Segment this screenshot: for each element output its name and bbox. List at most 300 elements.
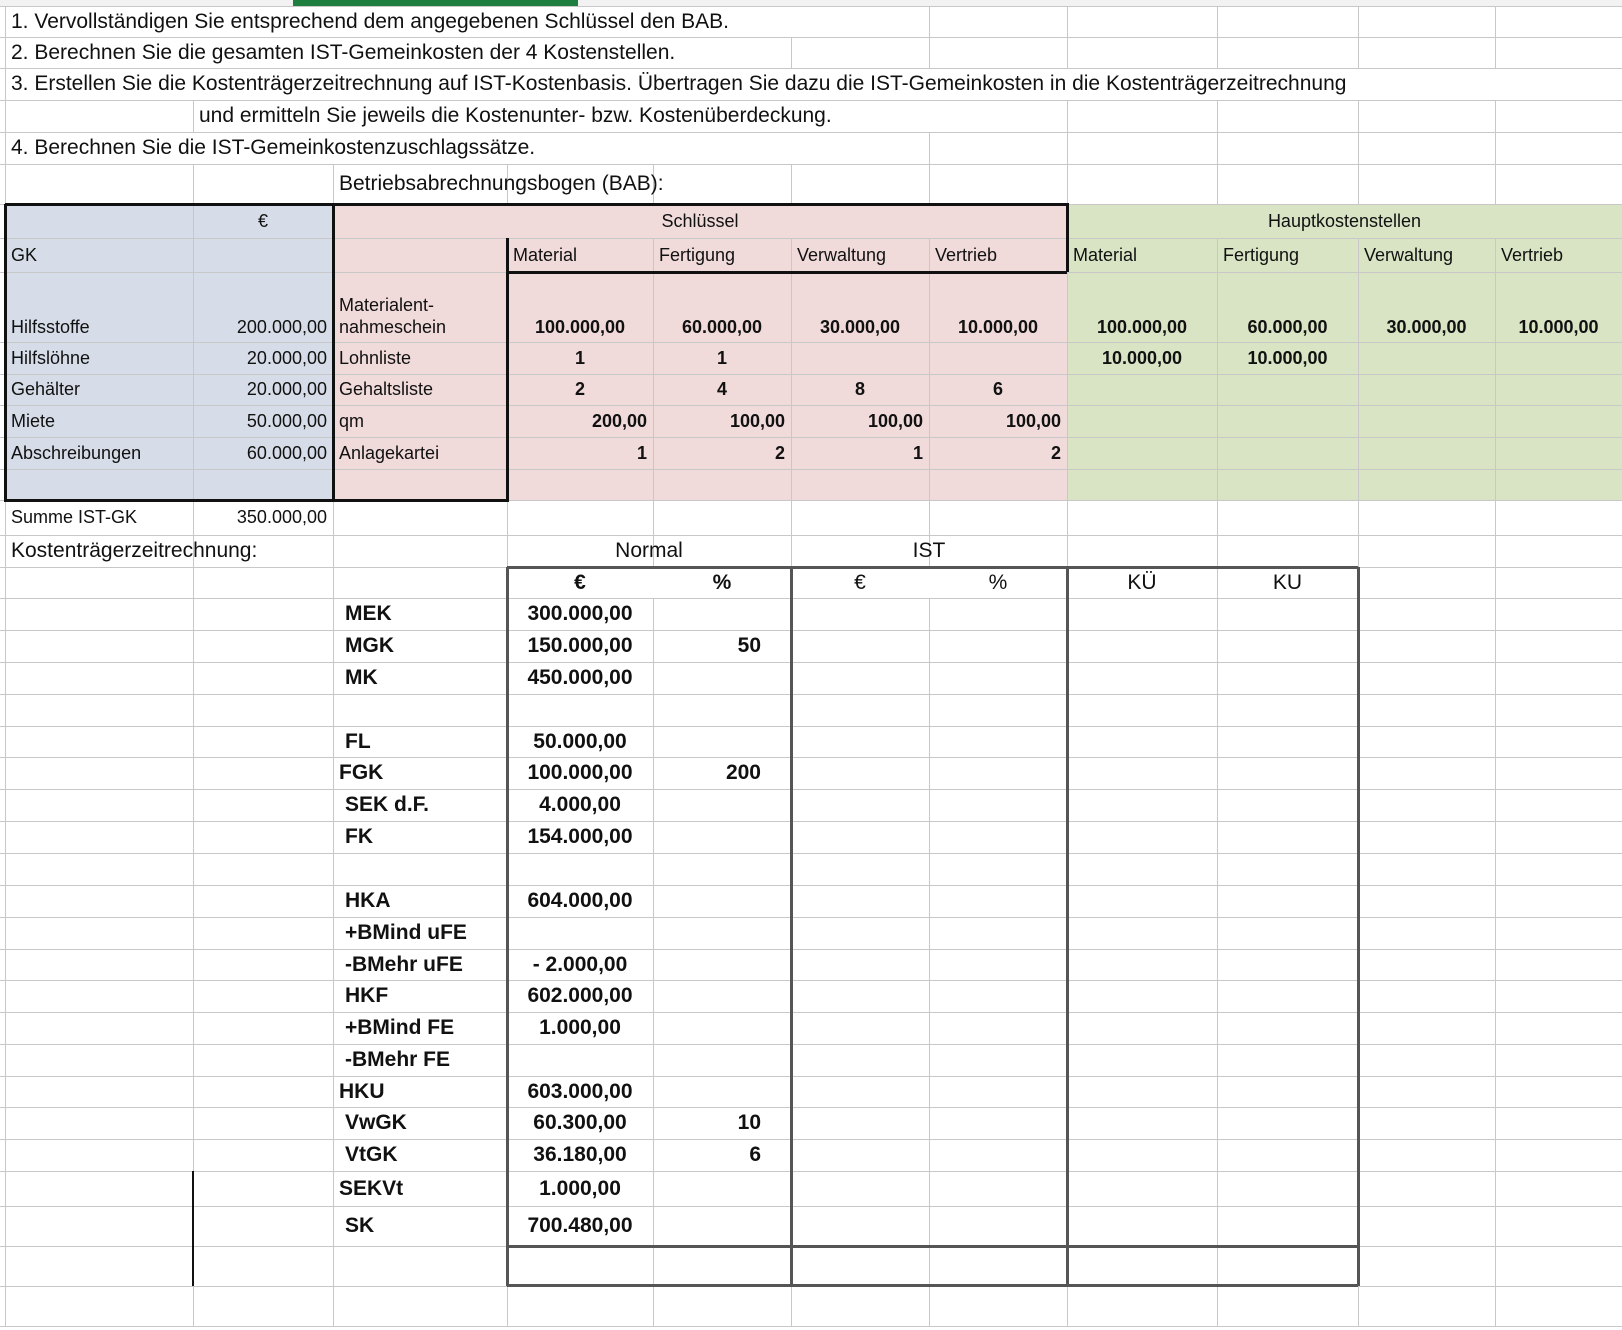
ktr-row-label[interactable]: FGK	[339, 761, 384, 784]
ktr-row-label[interactable]: -BMehr uFE	[345, 952, 463, 976]
grid-vline	[1358, 1286, 1359, 1326]
bab-haupt-value[interactable]	[1067, 405, 1217, 437]
grid-vline	[5, 1012, 6, 1044]
ktr-input-cell[interactable]	[1067, 1012, 1217, 1044]
ktr-input-cell[interactable]	[791, 885, 929, 917]
grid-vline	[1067, 164, 1068, 204]
bab-row-key[interactable]: Anlagekartei	[339, 442, 440, 463]
ktr-col-header-4[interactable]: KÜ	[1127, 570, 1157, 594]
ktr-input-cell[interactable]	[929, 1076, 1067, 1107]
ktr-normal-percent[interactable]	[653, 1171, 791, 1206]
grid-vline	[1067, 535, 1068, 567]
ktr-normal-value[interactable]: 1.000,00	[539, 1176, 621, 1200]
ktr-normal-value[interactable]: 4.000,00	[539, 793, 621, 816]
bab-haupt-value[interactable]	[1217, 437, 1358, 469]
ktr-input-cell[interactable]	[791, 949, 929, 980]
ktr-row-label[interactable]: HKF	[345, 984, 389, 1007]
ktr-input-cell[interactable]	[1067, 917, 1217, 949]
ktr-row-label[interactable]: MGK	[345, 634, 394, 657]
bab-haupt-value[interactable]	[1217, 374, 1358, 405]
grid-vline	[1495, 6, 1496, 37]
ktr-normal-percent[interactable]	[653, 1206, 791, 1246]
bab-haupt-value[interactable]: 10.000,00	[1247, 347, 1328, 368]
ktr-col-header-1[interactable]: %	[712, 570, 732, 594]
bab-haupt-value[interactable]	[1358, 469, 1495, 500]
ktr-normal-value[interactable]: 602.000,00	[527, 984, 633, 1007]
ktr-input-cell[interactable]	[1217, 1044, 1358, 1076]
bab-row-label[interactable]: Hilfslöhne	[11, 347, 91, 368]
grid-vline	[1495, 694, 1496, 726]
ktr-normal-value[interactable]: 150.000,00	[527, 634, 633, 657]
ktr-row-label[interactable]: +BMind uFE	[345, 921, 467, 944]
ktr-normal-percent[interactable]: 6	[749, 1143, 761, 1166]
grid-vline	[193, 598, 194, 630]
bab-schluessel-col-1[interactable]: Fertigung	[659, 244, 736, 265]
task-1[interactable]: 1. Vervollständigen Sie entsprechend dem angegebenen Schlüssel den BAB.	[11, 9, 729, 33]
ktr-input-cell[interactable]	[1067, 1076, 1217, 1107]
ktr-row-label[interactable]: VtGK	[345, 1143, 398, 1166]
ktr-normal-value[interactable]: 60.300,00	[533, 1111, 627, 1134]
bab-schluessel-value[interactable]: 2	[574, 379, 585, 399]
grid-vline	[791, 1286, 792, 1326]
grid-vline	[5, 917, 6, 949]
ktr-normal-percent[interactable]	[653, 726, 791, 757]
bab-haupt-value[interactable]: 10.000,00	[1518, 317, 1599, 337]
ktr-input-cell[interactable]	[1067, 1139, 1217, 1171]
grid-vline	[5, 164, 6, 204]
ktr-normal-percent[interactable]	[653, 885, 791, 917]
bab-haupt-value[interactable]	[1358, 342, 1495, 374]
bab-haupt-col-2[interactable]: Verwaltung	[1364, 244, 1454, 265]
bab-haupt-value[interactable]	[1067, 500, 1217, 535]
bab-schluessel-value[interactable]: 1	[716, 347, 727, 368]
bab-haupt-value[interactable]	[1495, 405, 1622, 437]
bab-haupt-value[interactable]	[1217, 469, 1358, 500]
bab-schluessel-value[interactable]: 1	[636, 442, 647, 463]
bab-row-amount[interactable]: 60.000,00	[246, 442, 327, 463]
bab-schluessel-col-2[interactable]: Verwaltung	[797, 244, 887, 265]
grid-vline	[5, 757, 6, 789]
bab-haupt-value[interactable]	[1358, 374, 1495, 405]
bab-row-amount[interactable]: 50.000,00	[246, 410, 327, 431]
grid-vline	[1495, 1286, 1496, 1326]
ktr-normal-value[interactable]: 603.000,00	[527, 1079, 633, 1103]
ktr-input-cell[interactable]	[1217, 789, 1358, 821]
ktr-input-cell[interactable]	[1217, 885, 1358, 917]
bab-haupt-value[interactable]	[1495, 500, 1622, 535]
ktr-normal-percent[interactable]	[653, 853, 791, 885]
grid-vline	[193, 164, 194, 204]
grid-vline	[1495, 949, 1496, 980]
ktr-input-cell[interactable]	[1067, 980, 1217, 1012]
bab-haupt-value[interactable]: 60.000,00	[1247, 317, 1328, 337]
bab-haupt-value[interactable]: 10.000,00	[1101, 347, 1183, 368]
bab-schluessel-value[interactable]: 100,00	[867, 410, 923, 431]
bab-schluessel-value[interactable]	[507, 469, 653, 500]
ktr-input-cell[interactable]	[791, 757, 929, 789]
ktr-input-cell[interactable]	[1067, 821, 1217, 853]
ktr-input-cell[interactable]	[1217, 630, 1358, 662]
ktr-input-cell[interactable]	[791, 789, 929, 821]
ktr-input-cell[interactable]	[1067, 757, 1217, 789]
ktr-row-label[interactable]: FK	[345, 825, 373, 848]
ktr-input-cell[interactable]	[1217, 598, 1358, 630]
bab-schluessel-value[interactable]: 8	[854, 379, 865, 399]
grid-vline	[1358, 100, 1359, 132]
ktr-normal-value[interactable]	[507, 1044, 653, 1076]
ktr-col-header-0[interactable]: €	[574, 570, 586, 594]
bab-row-key[interactable]	[333, 500, 507, 535]
ktr-row-label[interactable]	[333, 853, 507, 885]
bab-row-key[interactable]: Lohnliste	[339, 347, 412, 368]
ktr-col-header-2[interactable]: €	[854, 570, 866, 594]
grid-vline	[1358, 164, 1359, 204]
bab-haupt-value[interactable]	[1067, 374, 1217, 405]
ktr-ist-header[interactable]: IST	[912, 539, 946, 562]
bab-row-label[interactable]	[5, 469, 193, 500]
ktr-normal-value[interactable]	[507, 917, 653, 949]
grid-vline	[1358, 132, 1359, 164]
ktr-row-label[interactable]: -BMehr FE	[345, 1048, 450, 1071]
ktr-input-cell[interactable]	[1067, 885, 1217, 917]
ktr-row-label[interactable]: VwGK	[345, 1111, 407, 1134]
grid-vline	[193, 949, 194, 980]
ktr-input-cell[interactable]	[929, 853, 1067, 885]
grid-vline	[5, 1076, 6, 1107]
ktr-input-cell[interactable]	[929, 1044, 1067, 1076]
ktr-input-cell[interactable]	[929, 917, 1067, 949]
ktr-input-cell[interactable]	[929, 726, 1067, 757]
grid-vline	[5, 662, 6, 694]
bab-row-key[interactable]: Materialent-	[339, 295, 435, 315]
ktr-normal-percent[interactable]	[653, 694, 791, 726]
ktr-input-cell[interactable]	[929, 757, 1067, 789]
grid-vline	[1495, 1206, 1496, 1246]
bab-haupt-col-0[interactable]: Material	[1073, 244, 1138, 265]
bab-schluessel-value[interactable]	[929, 469, 1067, 500]
ktr-input-cell[interactable]	[1067, 853, 1217, 885]
ktr-input-cell[interactable]	[929, 885, 1067, 917]
ktr-input-cell[interactable]	[791, 1206, 929, 1246]
grid-vline	[1217, 1246, 1218, 1286]
ktr-input-cell[interactable]	[929, 1206, 1067, 1246]
grid-vline	[1495, 821, 1496, 853]
ktr-normal-percent[interactable]	[653, 917, 791, 949]
bab-schluessel-value[interactable]: 100,00	[1005, 410, 1061, 431]
ktr-input-cell[interactable]	[1067, 1171, 1217, 1206]
task-2[interactable]: 2. Berechnen Sie die gesamten IST-Gemeinkosten der 4 Kostenstellen.	[11, 40, 676, 64]
ktr-input-cell[interactable]	[1067, 598, 1217, 630]
bab-row-amount[interactable]	[193, 469, 333, 500]
bab-schluessel-value[interactable]	[791, 500, 929, 535]
grid-vline	[929, 132, 930, 164]
ktr-normal-percent[interactable]	[653, 662, 791, 694]
grid-vline	[5, 1139, 6, 1171]
grid-vline	[193, 1286, 194, 1326]
task-3[interactable]: 3. Erstellen Sie die Kostenträgerzeitrechnung auf IST-Kostenbasis. Übertragen Sie dazu die IST-Gemeinkosten in die Kostenträgerzeitrechnung	[11, 72, 1347, 95]
bab-row-amount[interactable]: 20.000,00	[246, 347, 327, 368]
bab-schluessel-value[interactable]: 1	[574, 347, 585, 368]
ktr-input-cell[interactable]	[929, 980, 1067, 1012]
ktr-input-cell[interactable]	[1067, 662, 1217, 694]
ktr-input-cell[interactable]	[1217, 1076, 1358, 1107]
ktr-normal-percent[interactable]	[653, 598, 791, 630]
bab-schluessel-value[interactable]	[929, 500, 1067, 535]
ktr-input-cell[interactable]	[929, 598, 1067, 630]
ktr-input-cell[interactable]	[791, 662, 929, 694]
ktr-input-cell[interactable]	[929, 789, 1067, 821]
grid-vline	[333, 567, 334, 598]
ktr-input-cell[interactable]	[929, 1012, 1067, 1044]
ktr-normal-percent[interactable]: 50	[737, 634, 761, 657]
grid-vline	[1217, 37, 1218, 68]
bab-row-key[interactable]	[333, 469, 507, 500]
ktr-row-label[interactable]: MEK	[345, 602, 392, 625]
ktr-input-cell[interactable]	[1217, 917, 1358, 949]
ktr-input-cell[interactable]	[791, 1044, 929, 1076]
bab-schluessel-value[interactable]: 100,00	[729, 410, 785, 431]
bab-schluessel-value[interactable]: 100.000,00	[534, 317, 626, 337]
bab-haupt-value[interactable]	[1495, 342, 1622, 374]
ktr-input-cell[interactable]	[791, 917, 929, 949]
grid-vline	[5, 1107, 6, 1139]
bab-schluessel-value[interactable]: 6	[992, 379, 1003, 399]
bab-haupt-value[interactable]	[1067, 469, 1217, 500]
ktr-normal-value[interactable]: 100.000,00	[527, 761, 633, 784]
ktr-input-cell[interactable]	[1217, 1107, 1358, 1139]
ktr-input-cell[interactable]	[1217, 726, 1358, 757]
ktr-input-cell[interactable]	[929, 949, 1067, 980]
grid-vline	[929, 164, 930, 204]
bab-row-amount[interactable]: 200.000,00	[236, 317, 327, 337]
ktr-normal-value[interactable]: - 2.000,00	[532, 952, 628, 976]
ktr-input-cell[interactable]	[1067, 630, 1217, 662]
ktr-normal-value[interactable]: 450.000,00	[527, 666, 633, 689]
bab-schluessel-value[interactable]	[653, 469, 791, 500]
bab-haupt-value[interactable]	[1358, 500, 1495, 535]
ktr-row-label[interactable]: SEK d.F.	[345, 793, 430, 816]
bab-haupt-value[interactable]	[1358, 405, 1495, 437]
ktr-row-label[interactable]: +BMind FE	[345, 1016, 455, 1039]
bab-schluessel-value[interactable]: 2	[774, 442, 785, 463]
bab-row-amount[interactable]: 20.000,00	[246, 379, 327, 399]
grid-vline	[193, 662, 194, 694]
ktr-input-cell[interactable]	[791, 853, 929, 885]
bab-schluessel-value[interactable]: 2	[1050, 442, 1061, 463]
ktr-row-label[interactable]: SEKVt	[339, 1176, 404, 1200]
ktr-col-header-3[interactable]: %	[988, 570, 1008, 594]
ktr-input-cell[interactable]	[791, 1012, 929, 1044]
bab-row-amount[interactable]: 350.000,00	[236, 507, 327, 527]
bab-schluessel-value[interactable]: 4	[716, 379, 727, 399]
ktr-input-cell[interactable]	[1067, 1206, 1217, 1246]
bab-haupt-value[interactable]: 100.000,00	[1096, 317, 1188, 337]
ktr-input-cell[interactable]	[791, 821, 929, 853]
ktr-input-cell[interactable]	[791, 726, 929, 757]
bab-row-label[interactable]: Miete	[11, 410, 56, 431]
bab-schluessel-value[interactable]: 1	[912, 442, 923, 463]
ktr-input-cell[interactable]	[791, 1107, 929, 1139]
ktr-normal-percent[interactable]	[653, 1012, 791, 1044]
bab-schluessel-value[interactable]: 200,00	[591, 410, 647, 431]
ktr-input-cell[interactable]	[929, 694, 1067, 726]
grid-vline	[1495, 853, 1496, 885]
ktr-title[interactable]: Kostenträgerzeitrechnung:	[11, 539, 258, 562]
grid-vline	[929, 37, 930, 68]
grid-vline	[193, 821, 194, 853]
ktr-input-cell[interactable]	[1217, 662, 1358, 694]
ktr-normal-percent[interactable]	[653, 980, 791, 1012]
ktr-normal-value[interactable]: 154.000,00	[527, 825, 633, 848]
ktr-row-label[interactable]: SK	[345, 1214, 375, 1237]
grid-vline	[507, 1286, 508, 1326]
ktr-input-cell[interactable]	[929, 1171, 1067, 1206]
ktr-input-cell[interactable]	[929, 821, 1067, 853]
bab-schluessel-value[interactable]: 10.000,00	[957, 317, 1039, 337]
ktr-input-cell[interactable]	[791, 980, 929, 1012]
grid-vline	[193, 630, 194, 662]
ktr-row-label[interactable]: HKA	[345, 889, 391, 912]
ktr-input-cell[interactable]	[929, 1107, 1067, 1139]
ktr-input-cell[interactable]	[791, 1171, 929, 1206]
ktr-input-cell[interactable]	[1217, 853, 1358, 885]
bab-schluessel-value[interactable]	[653, 500, 791, 535]
task-3-continued[interactable]: und ermitteln Sie jeweils die Kostenunter- bzw. Kostenüberdeckung.	[199, 104, 832, 127]
grid-vline	[5, 100, 6, 132]
ktr-input-cell[interactable]	[1217, 1171, 1358, 1206]
ktr-input-cell[interactable]	[1217, 757, 1358, 789]
ktr-input-cell[interactable]	[1217, 821, 1358, 853]
ktr-input-cell[interactable]	[1067, 726, 1217, 757]
ktr-border-bottom	[507, 1284, 1358, 1287]
ktr-row-label[interactable]	[333, 694, 507, 726]
bab-schluessel-col-3[interactable]: Vertrieb	[935, 244, 998, 265]
grid-vline	[1495, 1107, 1496, 1139]
bab-row-label[interactable]: Summe IST-GK	[11, 507, 138, 527]
ktr-normal-value[interactable]: 36.180,00	[533, 1143, 627, 1166]
grid-vline	[1495, 1076, 1496, 1107]
ktr-input-cell[interactable]	[791, 694, 929, 726]
bab-haupt-col-1[interactable]: Fertigung	[1223, 244, 1300, 265]
bab-row-label[interactable]: Abschreibungen	[11, 442, 142, 463]
bab-haupt-col-3[interactable]: Vertrieb	[1501, 244, 1564, 265]
bab-haupt-value[interactable]	[1358, 437, 1495, 469]
ktr-input-cell[interactable]	[791, 1139, 929, 1171]
ktr-input-cell[interactable]	[791, 598, 929, 630]
ktr-input-cell[interactable]	[929, 662, 1067, 694]
ktr-normal-percent[interactable]	[653, 789, 791, 821]
bab-haupt-value[interactable]	[1495, 437, 1622, 469]
bab-haupt-value[interactable]: 30.000,00	[1386, 317, 1467, 337]
ktr-normal-percent[interactable]	[653, 949, 791, 980]
ktr-normal-percent[interactable]	[653, 1076, 791, 1107]
ktr-normal-value[interactable]: 604.000,00	[527, 889, 633, 912]
ktr-input-cell[interactable]	[1217, 1206, 1358, 1246]
ktr-normal-value[interactable]: 1.000,00	[539, 1016, 621, 1039]
grid-vline	[193, 1076, 194, 1107]
grid-vline	[193, 1139, 194, 1171]
ktr-normal-value[interactable]	[507, 853, 653, 885]
ktr-input-cell[interactable]	[1217, 980, 1358, 1012]
grid-vline	[1495, 1246, 1496, 1286]
bab-schluessel-value[interactable]	[791, 469, 929, 500]
ktr-normal-value[interactable]: 300.000,00	[527, 602, 633, 625]
ktr-normal-value[interactable]	[507, 694, 653, 726]
bab-schluessel-value[interactable]	[929, 342, 1067, 374]
ktr-input-cell[interactable]	[1217, 694, 1358, 726]
task-4[interactable]: 4. Berechnen Sie die IST-Gemeinkostenzuschlagssätze.	[11, 136, 536, 159]
bab-schluessel-value[interactable]: 60.000,00	[681, 317, 763, 337]
bab-haupt-value[interactable]	[1495, 469, 1622, 500]
ktr-normal-value[interactable]: 50.000,00	[533, 729, 627, 753]
ktr-row-label[interactable]: FL	[345, 729, 371, 753]
ktr-input-cell[interactable]	[1067, 789, 1217, 821]
bab-haupt-value[interactable]	[1217, 405, 1358, 437]
ktr-normal-percent[interactable]	[653, 1044, 791, 1076]
ktr-normal-percent[interactable]: 10	[737, 1111, 761, 1134]
grid-vline	[333, 1246, 334, 1286]
bab-haupt-value[interactable]	[1495, 374, 1622, 405]
bab-currency-header[interactable]: €	[257, 210, 268, 231]
grid-vline	[5, 630, 6, 662]
ktr-row-label[interactable]: HKU	[339, 1079, 385, 1103]
grid-vline	[929, 1286, 930, 1326]
ktr-row-label[interactable]: MK	[345, 666, 378, 689]
grid-vline	[5, 885, 6, 917]
bab-gk-label[interactable]: GK	[11, 244, 38, 265]
grid-vline	[1495, 37, 1496, 68]
bab-schluessel-col-0[interactable]: Material	[513, 244, 578, 265]
grid-vline	[1495, 535, 1496, 567]
ktr-input-cell[interactable]	[929, 1139, 1067, 1171]
bab-schluessel-value[interactable]	[507, 500, 653, 535]
grid-vline	[193, 1107, 194, 1139]
bab-row-key-line2[interactable]: nahmeschein	[339, 317, 447, 337]
ktr-normal-value[interactable]: 700.480,00	[527, 1214, 633, 1237]
bab-row-label[interactable]: Gehälter	[11, 379, 81, 399]
grid-vline	[193, 567, 194, 598]
bab-row-key[interactable]: qm	[339, 410, 365, 431]
grid-vline	[929, 1246, 930, 1286]
ktr-normal-percent[interactable]: 200	[725, 761, 761, 784]
bab-title[interactable]: Betriebsabrechnungsbogen (BAB):	[339, 172, 664, 195]
ktr-normal-header[interactable]: Normal	[615, 539, 683, 562]
ktr-input-cell[interactable]	[929, 630, 1067, 662]
ktr-input-cell[interactable]	[1217, 949, 1358, 980]
ktr-input-cell[interactable]	[791, 1076, 929, 1107]
bab-schluessel-value[interactable]: 30.000,00	[819, 317, 901, 337]
bab-schluessel-value[interactable]	[791, 342, 929, 374]
ktr-input-cell[interactable]	[1067, 1107, 1217, 1139]
grid-vline	[1495, 662, 1496, 694]
ktr-left-border	[192, 1171, 194, 1286]
bab-haupt-value[interactable]	[1067, 437, 1217, 469]
ktr-input-cell[interactable]	[1217, 1012, 1358, 1044]
ktr-input-cell[interactable]	[1217, 1139, 1358, 1171]
bab-row-label[interactable]: Hilfsstoffe	[11, 317, 90, 337]
bab-schluessel-header[interactable]: Schlüssel	[661, 210, 739, 231]
ktr-normal-percent[interactable]	[653, 821, 791, 853]
bab-haupt-value[interactable]	[1217, 500, 1358, 535]
ktr-input-cell[interactable]	[791, 630, 929, 662]
ktr-input-cell[interactable]	[1067, 1044, 1217, 1076]
ktr-input-cell[interactable]	[1067, 694, 1217, 726]
ktr-input-cell[interactable]	[1067, 949, 1217, 980]
bab-row-key[interactable]: Gehaltsliste	[339, 379, 434, 399]
grid-vline	[1495, 980, 1496, 1012]
ktr-col-header-5[interactable]: KU	[1272, 570, 1303, 594]
bab-hauptkostenstellen-header[interactable]: Hauptkostenstellen	[1267, 210, 1422, 231]
